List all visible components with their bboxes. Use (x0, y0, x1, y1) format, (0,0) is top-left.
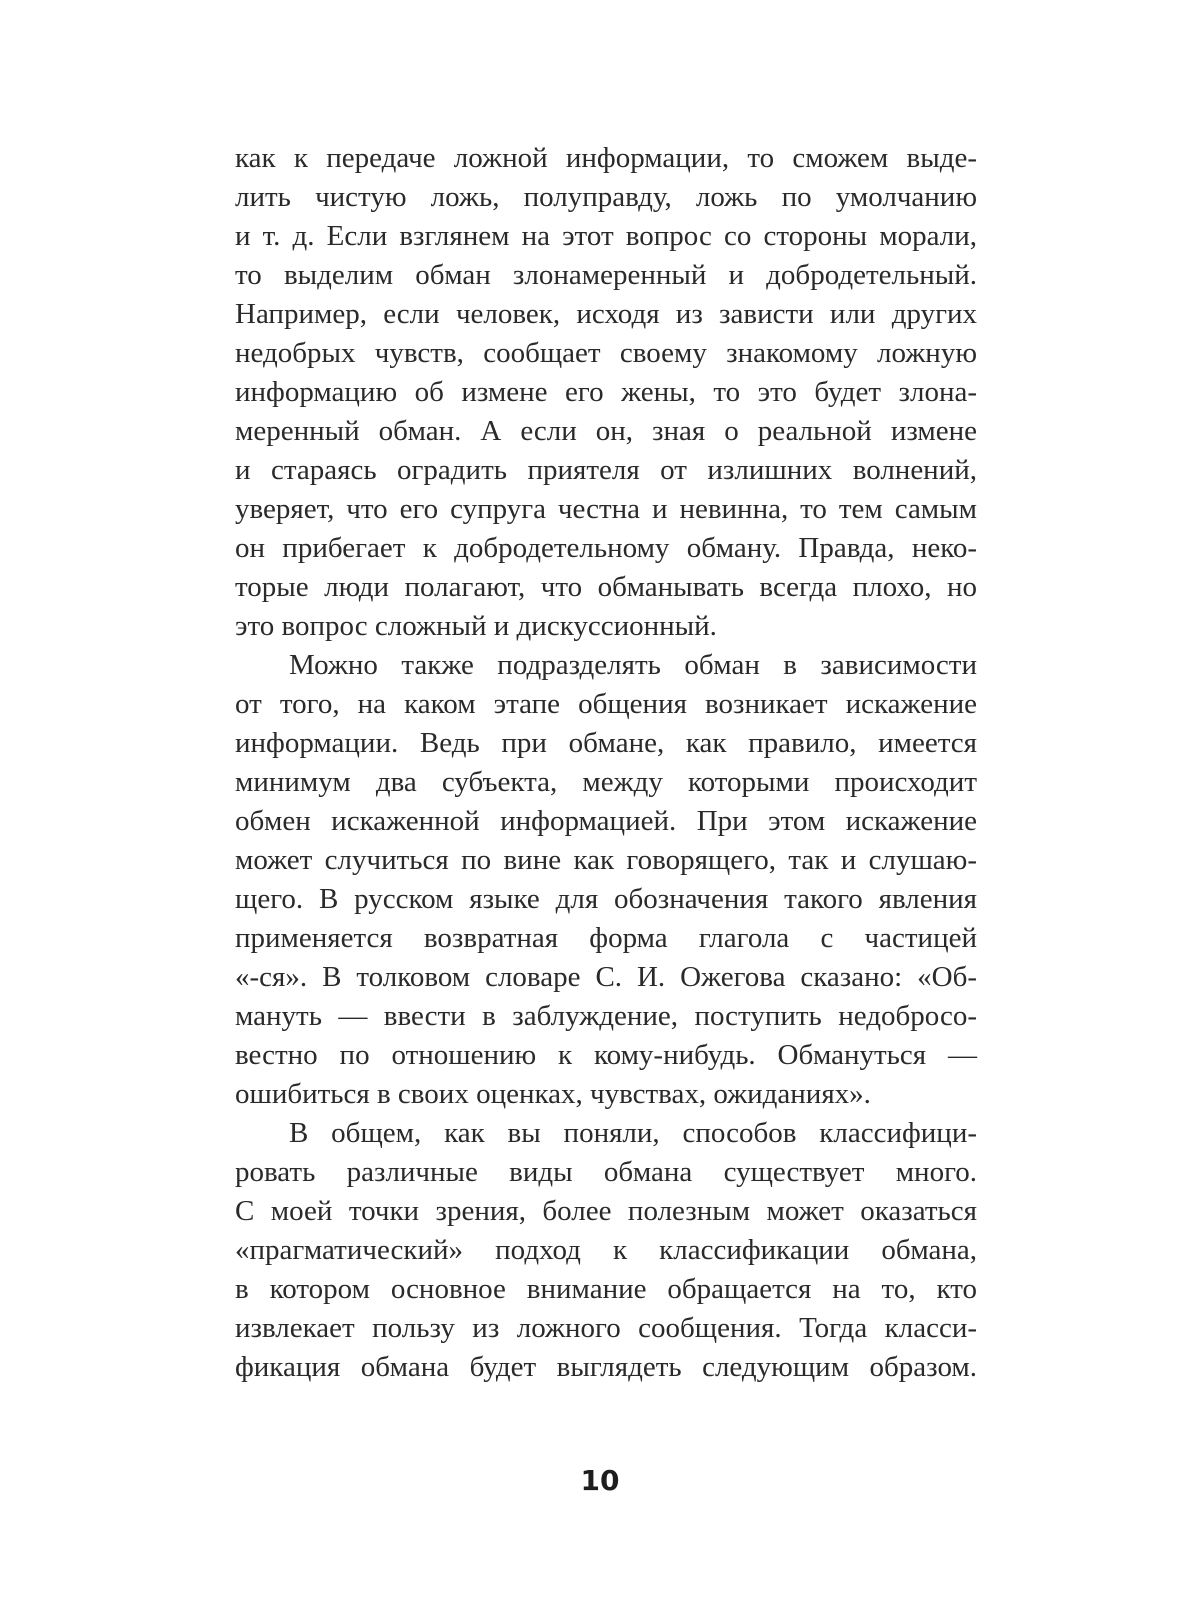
text-line: торые люди полагают, что обманывать всегда плохо, но (235, 571, 977, 603)
text-line: лить чистую ложь, полуправду, ложь по умолчанию (235, 181, 977, 213)
text-line: мануть — ввести в заблуждение, поступить недобросо- (235, 1000, 977, 1032)
text-line: и стараясь оградить приятеля от излишних волнений, (235, 454, 977, 486)
text-line: вестно по отношению к кому-нибудь. Обмануться — (235, 1039, 977, 1071)
text-line: минимум два субъекта, между которыми происходит (235, 766, 977, 798)
text-line: он прибегает к добродетельному обману. Правда, неко- (235, 532, 977, 564)
text-line: информацию об измене его жены, то это будет злона- (235, 376, 977, 408)
text-line: информации. Ведь при обмане, как правило, имеется (235, 727, 977, 759)
text-line: от того, на каком этапе общения возникает искажение (235, 688, 977, 720)
body-text (235, 139, 977, 1387)
text-line: как к передаче ложной информации, то сможем выде- (235, 142, 977, 174)
text-line: фикация обмана будет выглядеть следующим образом. (235, 1351, 977, 1383)
text-line: С моей точки зрения, более полезным может оказаться (235, 1195, 977, 1227)
page-number: 10 (580, 1464, 620, 1497)
paragraph (235, 1114, 977, 1387)
text-line: меренный обман. А если он, зная о реальной измене (235, 415, 977, 447)
text-line: то выделим обман злонамеренный и добродетельный. (235, 259, 977, 291)
text-line: может случиться по вине как говорящего, так и слушаю- (235, 844, 977, 876)
text-line: недобрых чувств, сообщает своему знакомому ложную (235, 337, 977, 369)
text-line: ошибиться в своих оценках, чувствах, ожиданиях». (235, 1078, 871, 1110)
paragraph (235, 139, 977, 646)
paragraph (235, 646, 977, 1114)
text-line: Например, если человек, исходя из зависти или других (235, 298, 977, 330)
text-line: «прагматический» подход к классификации обмана, (235, 1234, 977, 1266)
text-line: в котором основное внимание обращается на то, кто (235, 1273, 977, 1305)
text-line: уверяет, что его супруга честна и невинна, то тем самым (235, 493, 977, 525)
text-line: извлекает пользу из ложного сообщения. Тогда класси- (235, 1312, 977, 1344)
text-line: «-ся». В толковом словаре С. И. Ожегова сказано: «Об- (235, 961, 977, 993)
text-line: Можно также подразделять обман в зависимости (289, 649, 977, 681)
text-line: обмен искаженной информацией. При этом искажение (235, 805, 977, 837)
text-line: ровать различные виды обмана существует много. (235, 1156, 977, 1188)
text-line: В общем, как вы поняли, способов классифици- (289, 1117, 977, 1149)
text-line: и т. д. Если взглянем на этот вопрос со стороны морали, (235, 220, 977, 252)
text-line: это вопрос сложный и дискуссионный. (235, 610, 717, 642)
text-line: щего. В русском языке для обозначения такого явления (235, 883, 977, 915)
text-line: применяется возвратная форма глагола с частицей (235, 922, 977, 954)
